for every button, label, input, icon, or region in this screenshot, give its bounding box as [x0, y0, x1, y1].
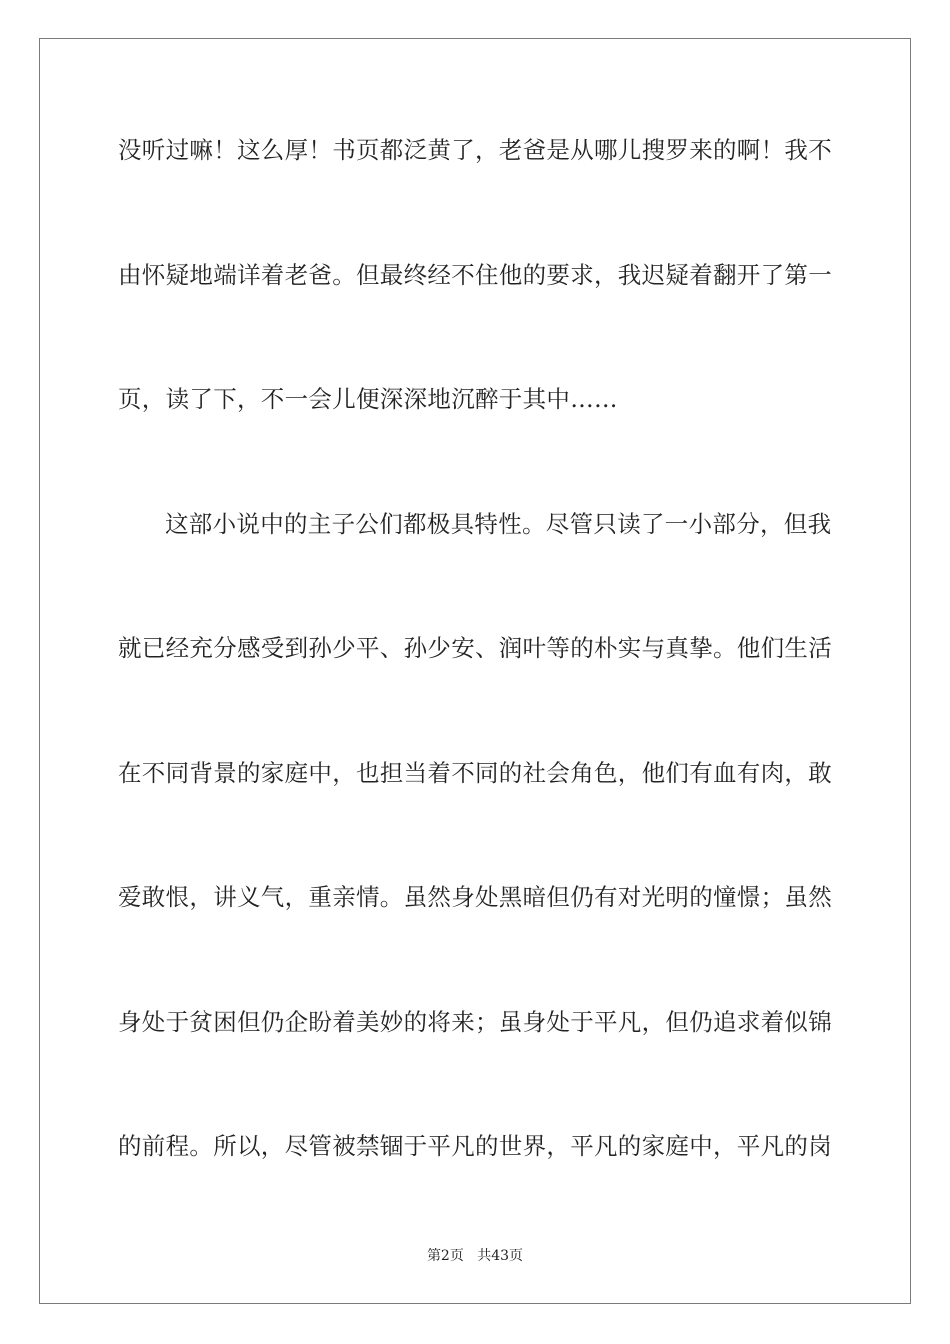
text-line: 的前程。所以，尽管被禁锢于平凡的世界，平凡的家庭中，平凡的岗 — [118, 1132, 832, 1160]
text-line: 在不同背景的家庭中，也担当着不同的社会角色，他们有血有肉，敢 — [118, 759, 832, 787]
page-footer — [0, 1247, 950, 1265]
text-line: 没听过嘛！这么厚！书页都泛黄了，老爸是从哪儿搜罗来的啊！我不 — [118, 136, 832, 164]
paragraph-first-line: 这部小说中的主子公们都极具特性。尽管只读了一小部分，但我 — [165, 510, 832, 538]
text-line: 页，读了下，不一会儿便深深地沉醉于其中…… — [118, 385, 618, 413]
page-border — [39, 38, 911, 1304]
text-line: 由怀疑地端详着老爸。但最终经不住他的要求，我迟疑着翻开了第一 — [118, 261, 832, 289]
page-total: 共43页 — [477, 1248, 524, 1264]
text-line: 就已经充分感受到孙少平、孙少安、润叶等的朴实与真挚。他们生活 — [118, 634, 832, 662]
text-line: 爱敢恨，讲义气，重亲情。虽然身处黑暗但仍有对光明的憧憬；虽然 — [118, 883, 832, 911]
page-number: 第2页 — [426, 1248, 464, 1264]
text-line: 身处于贫困但仍企盼着美妙的将来；虽身处于平凡，但仍追求着似锦 — [118, 1008, 832, 1036]
